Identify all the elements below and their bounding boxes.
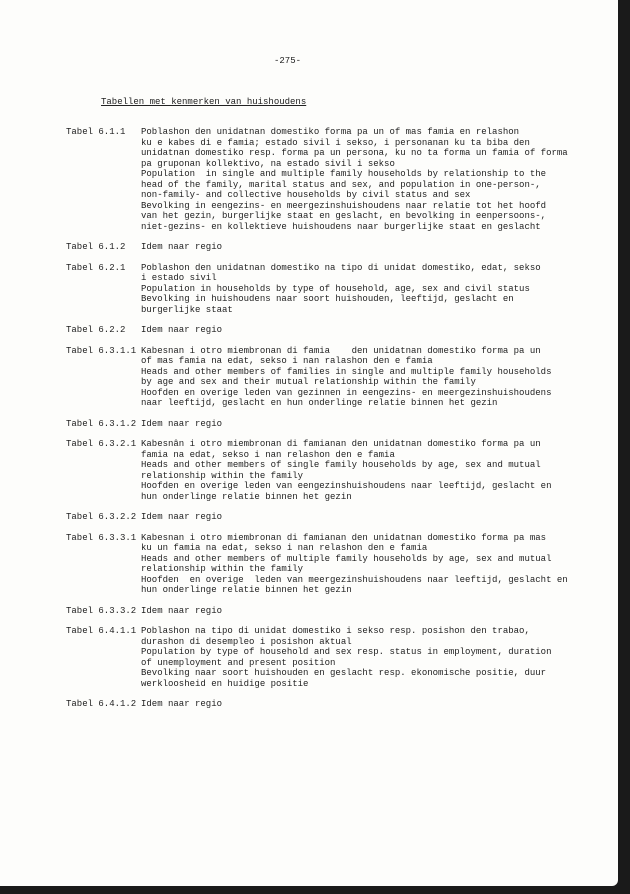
description-line: Bevolking naar soort huishouden en geslacht resp. ekonomische positie, duur (141, 668, 547, 678)
table-entry (66, 242, 618, 253)
table-number: Tabel 6.1.1 (66, 127, 126, 137)
description-line: unidatnan domestiko resp. forma pa un persona, ku no ta forma un famia of forma (141, 148, 568, 158)
description-line: Heads and other members of multiple family households by age, sex and mutual (141, 553, 552, 564)
table-number: Tabel 6.3.2.1 (66, 439, 137, 449)
table-number: Tabel 6.2.2 (66, 325, 126, 335)
description-line: niet-gezins- en kollektieve huishoudens naar burgerlijke staat en geslacht (141, 221, 541, 232)
table-number: Tabel 6.1.2 (66, 242, 126, 252)
description-line: Poblashon den unidatnan domestiko forma pa un of mas famia en relashon (141, 127, 520, 137)
description-line: of mas famia na edat, sekso i nan ralashon den e famia (141, 356, 433, 366)
description-line: Idem naar regio (141, 512, 223, 522)
table-entry (66, 127, 618, 232)
description-line: of unemployment and present position (141, 657, 336, 668)
description-line: Kabesnan i otro miembronan di famianan den unidatnan domestiko forma pa mas (141, 532, 547, 543)
description-line: ku un famia na edat, sekso i nan relashon den e famia (141, 543, 428, 553)
description-line: relationship within the family (141, 470, 304, 481)
section-title: Tabellen met kenmerken van huishoudens (101, 97, 307, 107)
table-number: Tabel 6.3.3.1 (66, 532, 137, 543)
table-description (141, 242, 618, 253)
table-entry (66, 699, 618, 710)
table-number: Tabel 6.3.1.2 (66, 418, 137, 429)
page-number: -275- (274, 56, 302, 66)
table-entry (66, 419, 618, 430)
description-line: ku e kabes di e famia; estado sivil i sekso, i personanan ku ta biba den (141, 137, 530, 148)
description-line: Hoofden en overige leden van eengezinshuishoudens naar leeftijd, geslacht en (141, 481, 552, 491)
description-line: hun onderlinge relatie binnen het gezin (141, 491, 352, 502)
description-line: by age and sex and their mutual relationship within the family (141, 377, 476, 387)
table-list (66, 127, 618, 720)
table-entry (66, 533, 618, 596)
description-line: naar leeftijd, geslacht en hun onderlinge relatie binnen het gezin (141, 398, 498, 408)
description-line: Kabesnan i otro miembronan di famia den unidatnan domestiko forma pa un (141, 345, 541, 356)
table-number: Tabel 6.4.1.1 (66, 626, 137, 636)
table-description (141, 439, 618, 502)
table-entry (66, 626, 618, 689)
table-description (141, 699, 618, 710)
description-line: Population in single and multiple family households by relationship to the (141, 169, 547, 179)
description-line: relationship within the family (141, 564, 304, 574)
description-line: non-family- and collective households by civil status and sex (141, 190, 471, 200)
description-line: Population in households by type of household, age, sex and civil status (141, 283, 530, 294)
description-line: Hoofden en overige leden van gezinnen in eengezins- en meergezinshuishoudens (141, 387, 552, 398)
description-line: Idem naar regio (141, 242, 223, 252)
description-line: Heads and other members of single family households by age, sex and mutual (141, 460, 541, 470)
table-entry (66, 325, 618, 336)
table-description (141, 512, 618, 523)
table-number: Tabel 6.3.1.1 (66, 345, 137, 356)
table-description (141, 533, 618, 596)
table-entry (66, 512, 618, 523)
description-line: Heads and other members of families in single and multiple family households (141, 366, 552, 377)
table-description (141, 325, 618, 336)
table-description (141, 127, 618, 232)
description-line: van het gezin, burgerlijke staat en geslacht, en bevolking in eenpersoons-, (141, 211, 547, 221)
table-number: Tabel 6.4.1.2 (66, 699, 137, 709)
description-line: durashon di desempleo i posishon aktual (141, 636, 352, 647)
description-line: Bevolking in huishoudens naar soort huishouden, leeftijd, geslacht en (141, 294, 514, 304)
table-number: Tabel 6.2.1 (66, 262, 126, 273)
description-line: head of the family, marital status and sex, and population in one-person-, (141, 179, 541, 190)
description-line: pa gruponan kollektivo, na estado sivil i sekso (141, 158, 395, 169)
description-line: Idem naar regio (141, 605, 223, 616)
description-line: famia na edat, sekso i nan relashon den e famia (141, 449, 395, 460)
description-line: burgerlijke staat (141, 304, 233, 315)
description-line: hun onderlinge relatie binnen het gezin (141, 585, 352, 595)
table-description (141, 606, 618, 617)
description-line: Bevolking in eengezins- en meergezinshuishoudens naar relatie tot het hoofd (141, 200, 547, 211)
description-line: Poblashon den unidatnan domestiko na tipo di unidat domestiko, edat, sekso (141, 262, 541, 273)
table-entry (66, 346, 618, 409)
table-description (141, 419, 618, 430)
description-line: Idem naar regio (141, 418, 223, 429)
description-line: Poblashon na tipo di unidat domestiko i sekso resp. posishon den trabao, (141, 626, 530, 636)
description-line: Idem naar regio (141, 699, 223, 709)
table-description (141, 263, 618, 316)
table-description (141, 626, 618, 689)
table-number: Tabel 6.3.3.2 (66, 605, 137, 616)
description-line: i estado sivil (141, 273, 217, 283)
table-entry (66, 606, 618, 617)
description-line: werkloosheid en huidige positie (141, 678, 309, 689)
description-line: Hoofden en overige leden van meergezinshuishoudens naar leeftijd, geslacht en (141, 574, 568, 585)
description-line: Population by type of household and sex resp. status in employment, duration (141, 647, 552, 657)
description-line: Idem naar regio (141, 325, 223, 335)
table-number: Tabel 6.3.2.2 (66, 512, 137, 522)
table-entry (66, 439, 618, 502)
table-entry (66, 263, 618, 316)
table-description (141, 346, 618, 409)
description-line: Kabesnân i otro miembronan di famianan den unidatnan domestiko forma pa un (141, 439, 541, 449)
